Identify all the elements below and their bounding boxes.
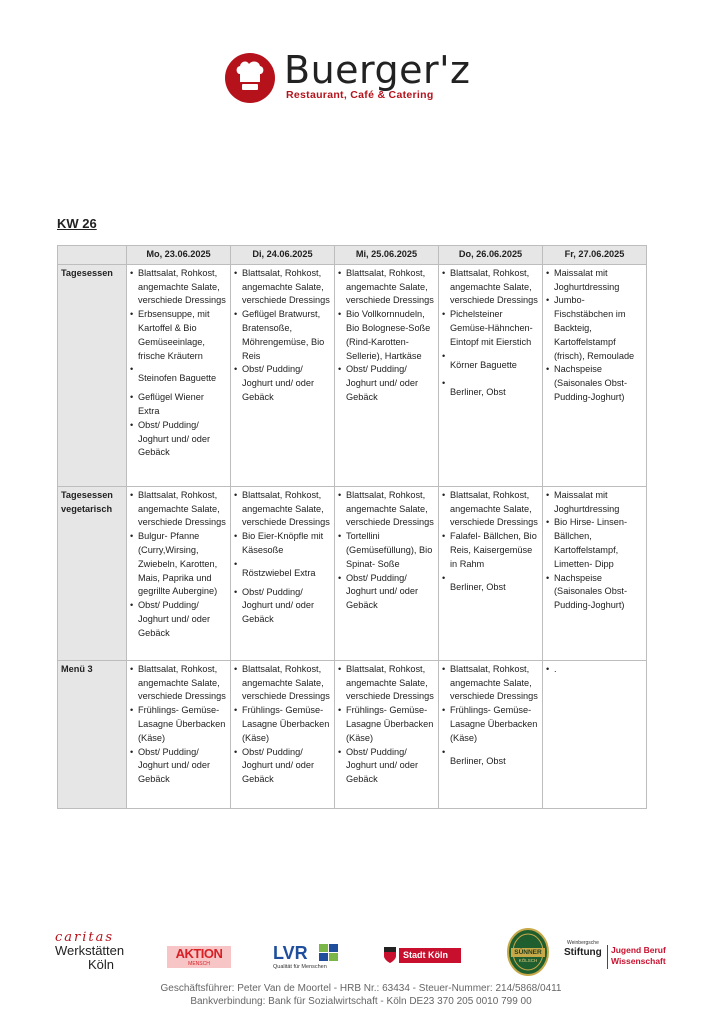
list-item: • Erbsensuppe, mit Kartoffel & Bio Gemüseeinlage, frische Kräutern	[130, 308, 227, 363]
menu-cell	[439, 486, 543, 660]
stiftung-logo	[564, 940, 676, 974]
list-item: • Blattsalat, Rohkost, angemachte Salate, verschiede Dressings	[234, 267, 331, 308]
day-header: Mi, 25.06.2025	[335, 246, 439, 265]
list-item: • Geflügel Wiener Extra	[130, 391, 227, 419]
list-item: • Berliner, Obst	[442, 746, 539, 769]
aktion-mensch-logo	[167, 946, 231, 968]
list-item: • Obst/ Pudding/ Joghurt und/ oder Gebäck	[130, 419, 227, 460]
list-item: • Bio Hirse- Linsen-Bällchen, Kartoffelstampf, Limetten- Dipp	[546, 516, 643, 571]
list-item: • Frühlings- Gemüse-Lasagne Überbacken (Käse)	[338, 704, 435, 745]
stiftung-right-1: Jugend Beruf	[611, 945, 666, 955]
row-label: Tagesessen vegetarisch	[58, 486, 127, 660]
suenner-logo	[507, 928, 549, 976]
sponsor-logos	[55, 928, 675, 978]
caritas-line2: Köln	[87, 957, 115, 972]
stiftung-word: Stiftung	[564, 947, 602, 958]
menu-cell	[127, 660, 231, 808]
list-item: • Blattsalat, Rohkost, angemachte Salate, verschiede Dressings	[234, 489, 331, 530]
caritas-line1: Werkstätten	[55, 943, 125, 958]
list-item: • Obst/ Pudding/ Joghurt und/ oder Gebäck	[130, 599, 227, 640]
list-item: • Blattsalat, Rohkost, angemachte Salate, verschiede Dressings	[442, 489, 539, 530]
logo-tagline: Restaurant, Café & Catering	[286, 89, 434, 101]
stadt-koeln-logo	[383, 946, 465, 966]
day-header: Di, 24.06.2025	[231, 246, 335, 265]
stiftung-divider	[607, 945, 608, 969]
list-item: • Blattsalat, Rohkost, angemachte Salate, verschiede Dressings	[130, 267, 227, 308]
list-item: • Geflügel Bratwurst, Bratensoße, Möhrengemüse, Bio Reis	[234, 308, 331, 363]
list-item: • Maissalat mit Joghurtdressing	[546, 489, 643, 517]
menu-cell	[335, 486, 439, 660]
list-item: • Röstzwiebel Extra	[234, 558, 331, 581]
lvr-logo-icon	[319, 944, 339, 962]
stiftung-right-2: Wissenschaft	[611, 956, 666, 966]
list-item: • Obst/ Pudding/ Joghurt und/ oder Gebäck	[130, 746, 227, 787]
menu-cell	[231, 486, 335, 660]
list-item: • Obst/ Pudding/ Joghurt und/ oder Gebäck	[234, 746, 331, 787]
list-item: • Steinofen Baguette	[130, 363, 227, 386]
list-item: • .	[546, 663, 643, 677]
list-item: • Blattsalat, Rohkost, angemachte Salate, verschiede Dressings	[130, 489, 227, 530]
list-item: • Pichelsteiner Gemüse-Hähnchen- Eintopf mit Eierstich	[442, 308, 539, 349]
stadt-koeln-crest-icon	[383, 946, 397, 964]
table-row	[58, 660, 647, 808]
menu-cell	[543, 660, 647, 808]
menu-cell	[231, 264, 335, 486]
list-item: • Körner Baguette	[442, 350, 539, 373]
list-item: • Bulgur- Pfanne (Curry,Wirsing, Zwiebeln, Karotten, Mais, Paprika und gegrillte Aubergine)	[130, 530, 227, 599]
menu-cell	[335, 660, 439, 808]
list-item: • Blattsalat, Rohkost, angemachte Salate, verschiede Dressings	[130, 663, 227, 704]
lvr-sub: Qualität für Menschen	[273, 964, 327, 970]
menu-cell	[543, 264, 647, 486]
menu-cell	[127, 486, 231, 660]
footer-line-2: Bankverbindung: Bank für Sozialwirtschaft - Köln DE23 370 205 0010 799 00	[190, 996, 532, 1007]
footer	[0, 982, 722, 1008]
list-item: • Blattsalat, Rohkost, angemachte Salate, verschiede Dressings	[442, 663, 539, 704]
list-item: • Obst/ Pudding/ Joghurt und/ oder Gebäck	[234, 363, 331, 404]
footer-line-1: Geschäftsführer: Peter Van de Moortel - HRB Nr.: 63434 - Steuer-Nummer: 214/5868/0411	[160, 983, 562, 994]
menu-cell	[543, 486, 647, 660]
corner-cell	[58, 246, 127, 265]
list-item: • Berliner, Obst	[442, 377, 539, 400]
list-item: • Blattsalat, Rohkost, angemachte Salate, verschiede Dressings	[442, 267, 539, 308]
list-item: • Falafel- Bällchen, Bio Reis, Kaisergemüse in Rahm	[442, 530, 539, 571]
caritas-logo	[55, 932, 147, 972]
list-item: • Blattsalat, Rohkost, angemachte Salate, verschiede Dressings	[338, 663, 435, 704]
list-item: • Bio Vollkornnudeln, Bio Bolognese-Soße (Rind-Karotten-Sellerie), Hartkäse	[338, 308, 435, 363]
aktion-sub: MENSCH	[188, 961, 210, 967]
list-item: • Blattsalat, Rohkost, angemachte Salate, verschiede Dressings	[234, 663, 331, 704]
list-item: • Frühlings- Gemüse-Lasagne Überbacken (Käse)	[442, 704, 539, 745]
list-item: • Blattsalat, Rohkost, angemachte Salate, verschiede Dressings	[338, 489, 435, 530]
lvr-text: LVR	[273, 943, 308, 963]
list-item: • Obst/ Pudding/ Joghurt und/ oder Gebäck	[234, 586, 331, 627]
menu-cell	[231, 660, 335, 808]
list-item: • Obst/ Pudding/ Joghurt und/ oder Gebäck	[338, 572, 435, 613]
menu-cell	[439, 660, 543, 808]
aktion-text: AKTION	[175, 946, 223, 961]
table-row	[58, 486, 647, 660]
list-item: • Berliner, Obst	[442, 572, 539, 595]
list-item: • Nachspeise (Saisonales Obst-Pudding-Joghurt)	[546, 363, 643, 404]
list-item: • Nachspeise (Saisonales Obst-Pudding-Joghurt)	[546, 572, 643, 613]
list-item: • Blattsalat, Rohkost, angemachte Salate, verschiede Dressings	[338, 267, 435, 308]
list-item: • Maissalat mit Joghurtdressing	[546, 267, 643, 295]
caritas-script: caritas	[55, 930, 115, 945]
day-header: Do, 26.06.2025	[439, 246, 543, 265]
logo-name: Buerger'z	[284, 48, 471, 92]
stadt-koeln-text: Stadt Köln	[399, 948, 461, 963]
list-item: • Frühlings- Gemüse-Lasagne Überbacken (Käse)	[234, 704, 331, 745]
menu-table	[57, 245, 647, 809]
day-header: Fr, 27.06.2025	[543, 246, 647, 265]
week-label: KW 26	[57, 216, 97, 231]
list-item: • Frühlings- Gemüse-Lasagne Überbacken (Käse)	[130, 704, 227, 745]
menu-cell	[439, 264, 543, 486]
list-item: • Jumbo-Fischstäbchen im Backteig, Kartoffelstampf (frisch), Remoulade	[546, 294, 643, 363]
list-item: • Bio Eier-Knöpfle mit Käsesoße	[234, 530, 331, 558]
stiftung-top: Weinbergsche	[567, 940, 599, 946]
chef-hat-logo-icon	[224, 52, 276, 104]
menu-cell	[335, 264, 439, 486]
lvr-logo	[273, 942, 343, 970]
list-item: • Obst/ Pudding/ Joghurt und/ oder Gebäck	[338, 363, 435, 404]
suenner-text: SÜNNER	[514, 949, 542, 956]
row-label: Menü 3	[58, 660, 127, 808]
suenner-sub: KÖLSCH	[518, 958, 538, 963]
list-item: • Obst/ Pudding/ Joghurt und/ oder Gebäck	[338, 746, 435, 787]
day-header: Mo, 23.06.2025	[127, 246, 231, 265]
list-item: • Tortellini (Gemüsefüllung), Bio Spinat- Soße	[338, 530, 435, 571]
table-header-row	[58, 246, 647, 265]
table-row	[58, 264, 647, 486]
row-label: Tagesessen	[58, 264, 127, 486]
company-logo	[224, 48, 474, 104]
menu-cell	[127, 264, 231, 486]
